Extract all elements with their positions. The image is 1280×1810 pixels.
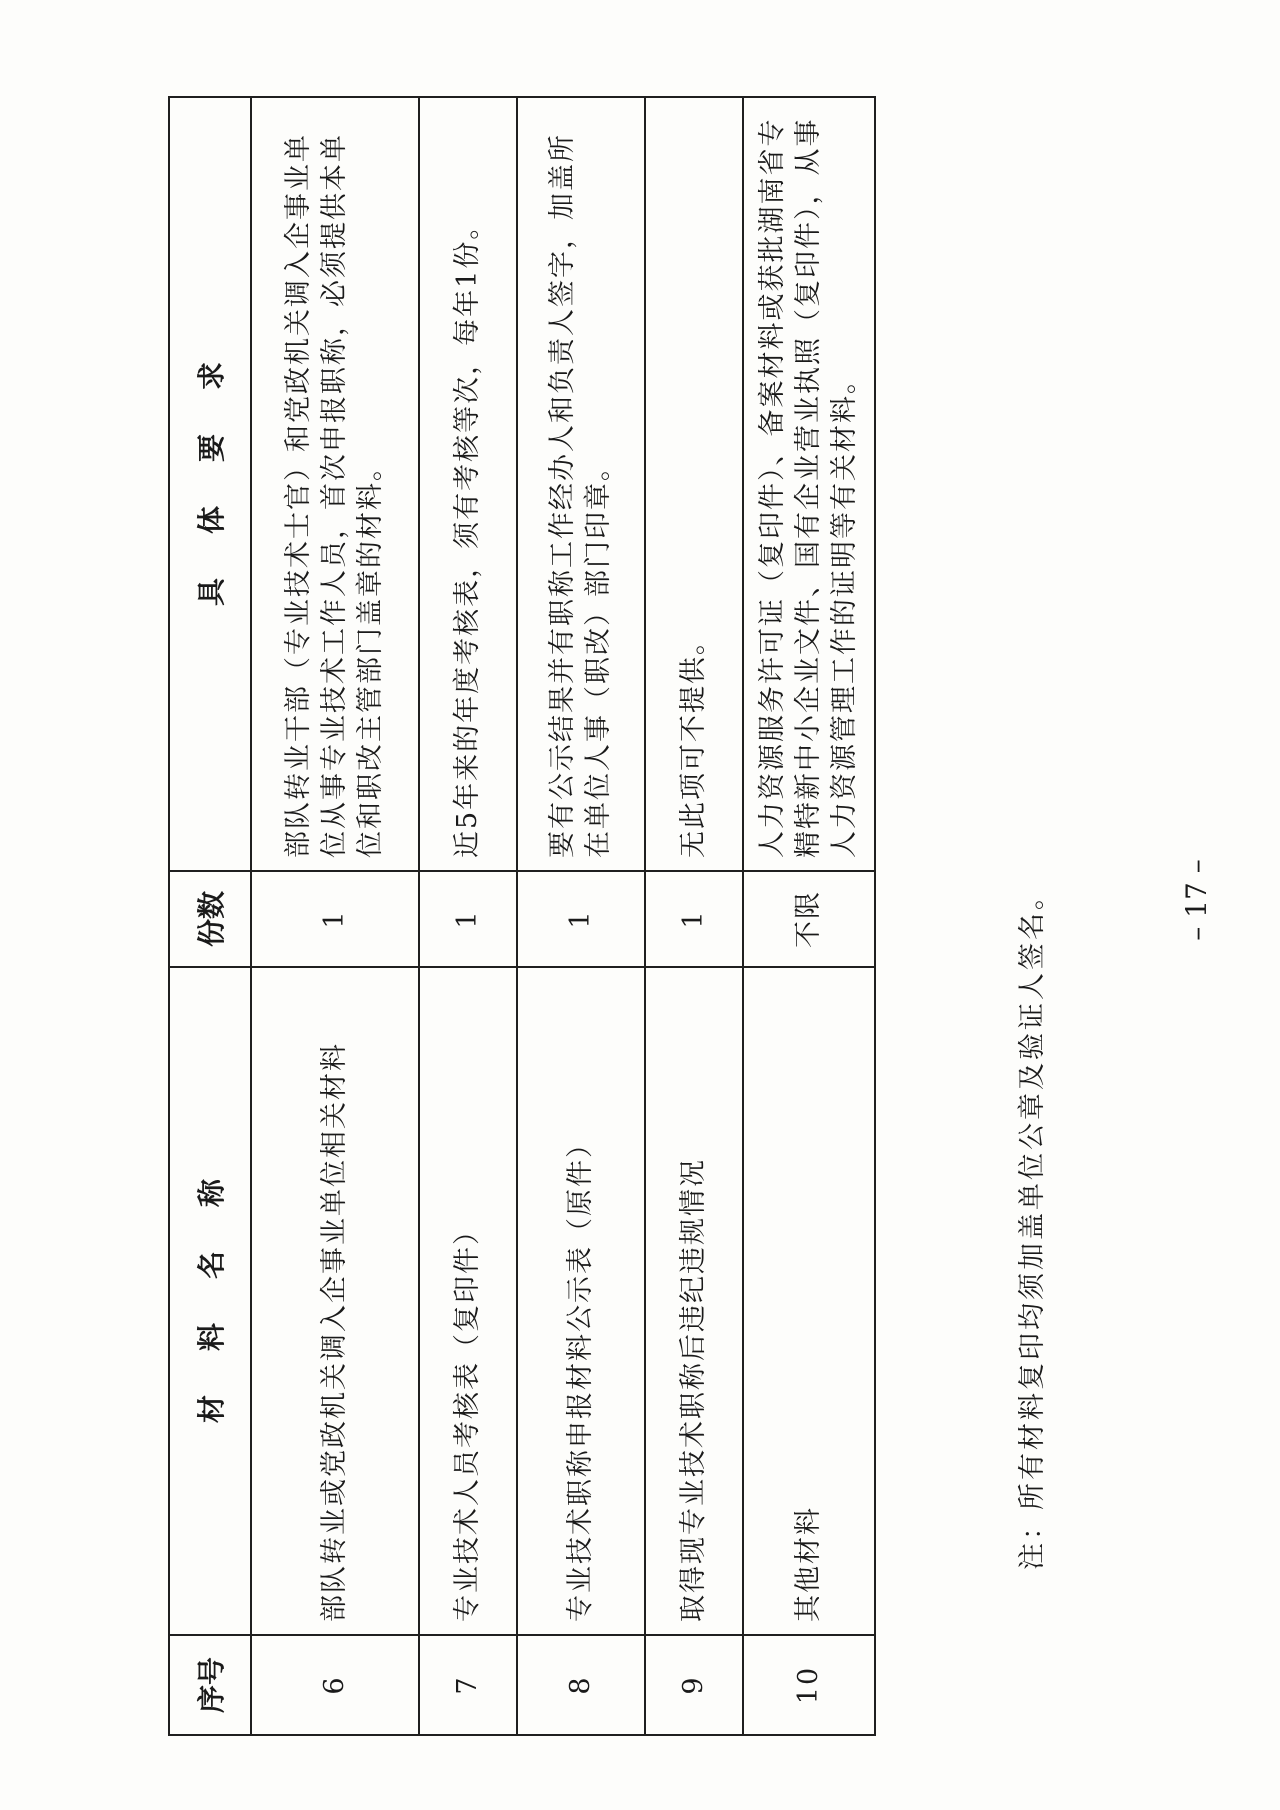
table-row xyxy=(251,97,419,1735)
header-name-text: 材料名称 xyxy=(195,1135,228,1424)
row-material-name: 专业技术人员考核表（复印件） xyxy=(419,967,517,1635)
row-index: 8 xyxy=(517,1635,645,1735)
row-count: 1 xyxy=(419,871,517,967)
row-material-name: 部队转业或党政机关调入企事业单位相关材料 xyxy=(251,967,419,1635)
row-material-name: 取得现专业技术职称后违纪违规情况 xyxy=(645,967,743,1635)
row-requirement: 人力资源服务许可证（复印件）、备案材料或获批湖南省专精特新中小企业文件、国有企业营业执照（复印件），从事人力资源管理工作的证明等有关材料。 xyxy=(743,97,875,871)
row-count: 1 xyxy=(645,871,743,967)
footnote: 注：所有材料复印均须加盖单位公章及验证人签名。 xyxy=(1017,880,1048,1570)
table-row xyxy=(419,97,517,1735)
row-count: 不限 xyxy=(743,871,875,967)
header-index: 序号 xyxy=(169,1635,251,1735)
row-requirement: 要有公示结果并有职称工作经办人和负责人签字，加盖所在单位人事（职改）部门印章。 xyxy=(517,97,645,871)
row-count: 1 xyxy=(517,871,645,967)
row-requirement: 近5年来的年度考核表，须有考核等次，每年1份。 xyxy=(419,97,517,871)
page-number: – 17 – xyxy=(1180,859,1213,941)
table-row xyxy=(645,97,743,1735)
row-count: 1 xyxy=(251,871,419,967)
row-requirement: 无此项可不提供。 xyxy=(645,97,743,871)
table-row xyxy=(517,97,645,1735)
table-header-row xyxy=(169,97,251,1735)
header-name xyxy=(169,967,251,1635)
header-requirement xyxy=(169,97,251,871)
row-index: 6 xyxy=(251,1635,419,1735)
materials-table xyxy=(168,96,876,1736)
row-material-name: 其他材料 xyxy=(743,967,875,1635)
header-count: 份数 xyxy=(169,871,251,967)
header-requirement-text: 具体要求 xyxy=(195,318,228,607)
row-index: 9 xyxy=(645,1635,743,1735)
row-material-name: 专业技术职称申报材料公示表（原件） xyxy=(517,967,645,1635)
row-requirement: 部队转业干部（专业技术士官）和党政机关调入企事业单位从事专业技术工作人员，首次申报职称，必须提供本单位和职改主管部门盖章的材料。 xyxy=(251,97,419,871)
row-index: 10 xyxy=(743,1635,875,1735)
row-index: 7 xyxy=(419,1635,517,1735)
table-row xyxy=(743,97,875,1735)
